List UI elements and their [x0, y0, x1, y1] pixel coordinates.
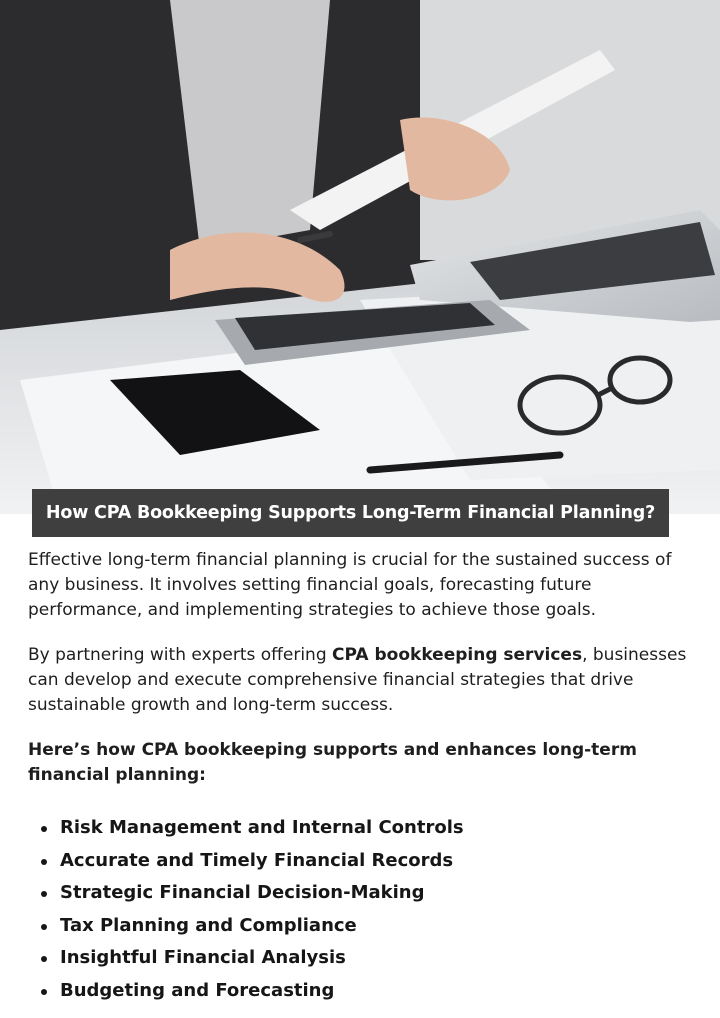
- article-body: [28, 548, 708, 1008]
- services-text-after: , businesses can develop and execute comprehensive financial strategies that drive sustainable growth and long-term success.: [28, 645, 687, 715]
- services-paragraph: [28, 643, 708, 718]
- list-item: Risk Management and Internal Controls: [28, 812, 708, 845]
- page-title: How CPA Bookkeeping Supports Long-Term Financial Planning?: [45, 503, 656, 523]
- intro-paragraph: Effective long-term financial planning is crucial for the sustained success of any business. It involves setting financial goals, forecasting future performance, and implementing strategies to achieve those goals.: [28, 550, 672, 620]
- services-text-before: By partnering with experts offering: [28, 645, 333, 665]
- services-link-text: CPA bookkeeping services: [332, 645, 583, 665]
- list-lead: Here’s how CPA bookkeeping supports and enhances long-term financial planning:: [28, 740, 637, 785]
- list-item: Insightful Financial Analysis: [28, 942, 708, 975]
- list-item: Accurate and Timely Financial Records: [28, 845, 708, 878]
- list-item: Strategic Financial Decision-Making: [28, 877, 708, 910]
- benefits-list: [28, 812, 708, 1008]
- list-item: Budgeting and Forecasting: [28, 975, 708, 1008]
- list-item: Tax Planning and Compliance: [28, 910, 708, 943]
- title-banner: [32, 489, 669, 537]
